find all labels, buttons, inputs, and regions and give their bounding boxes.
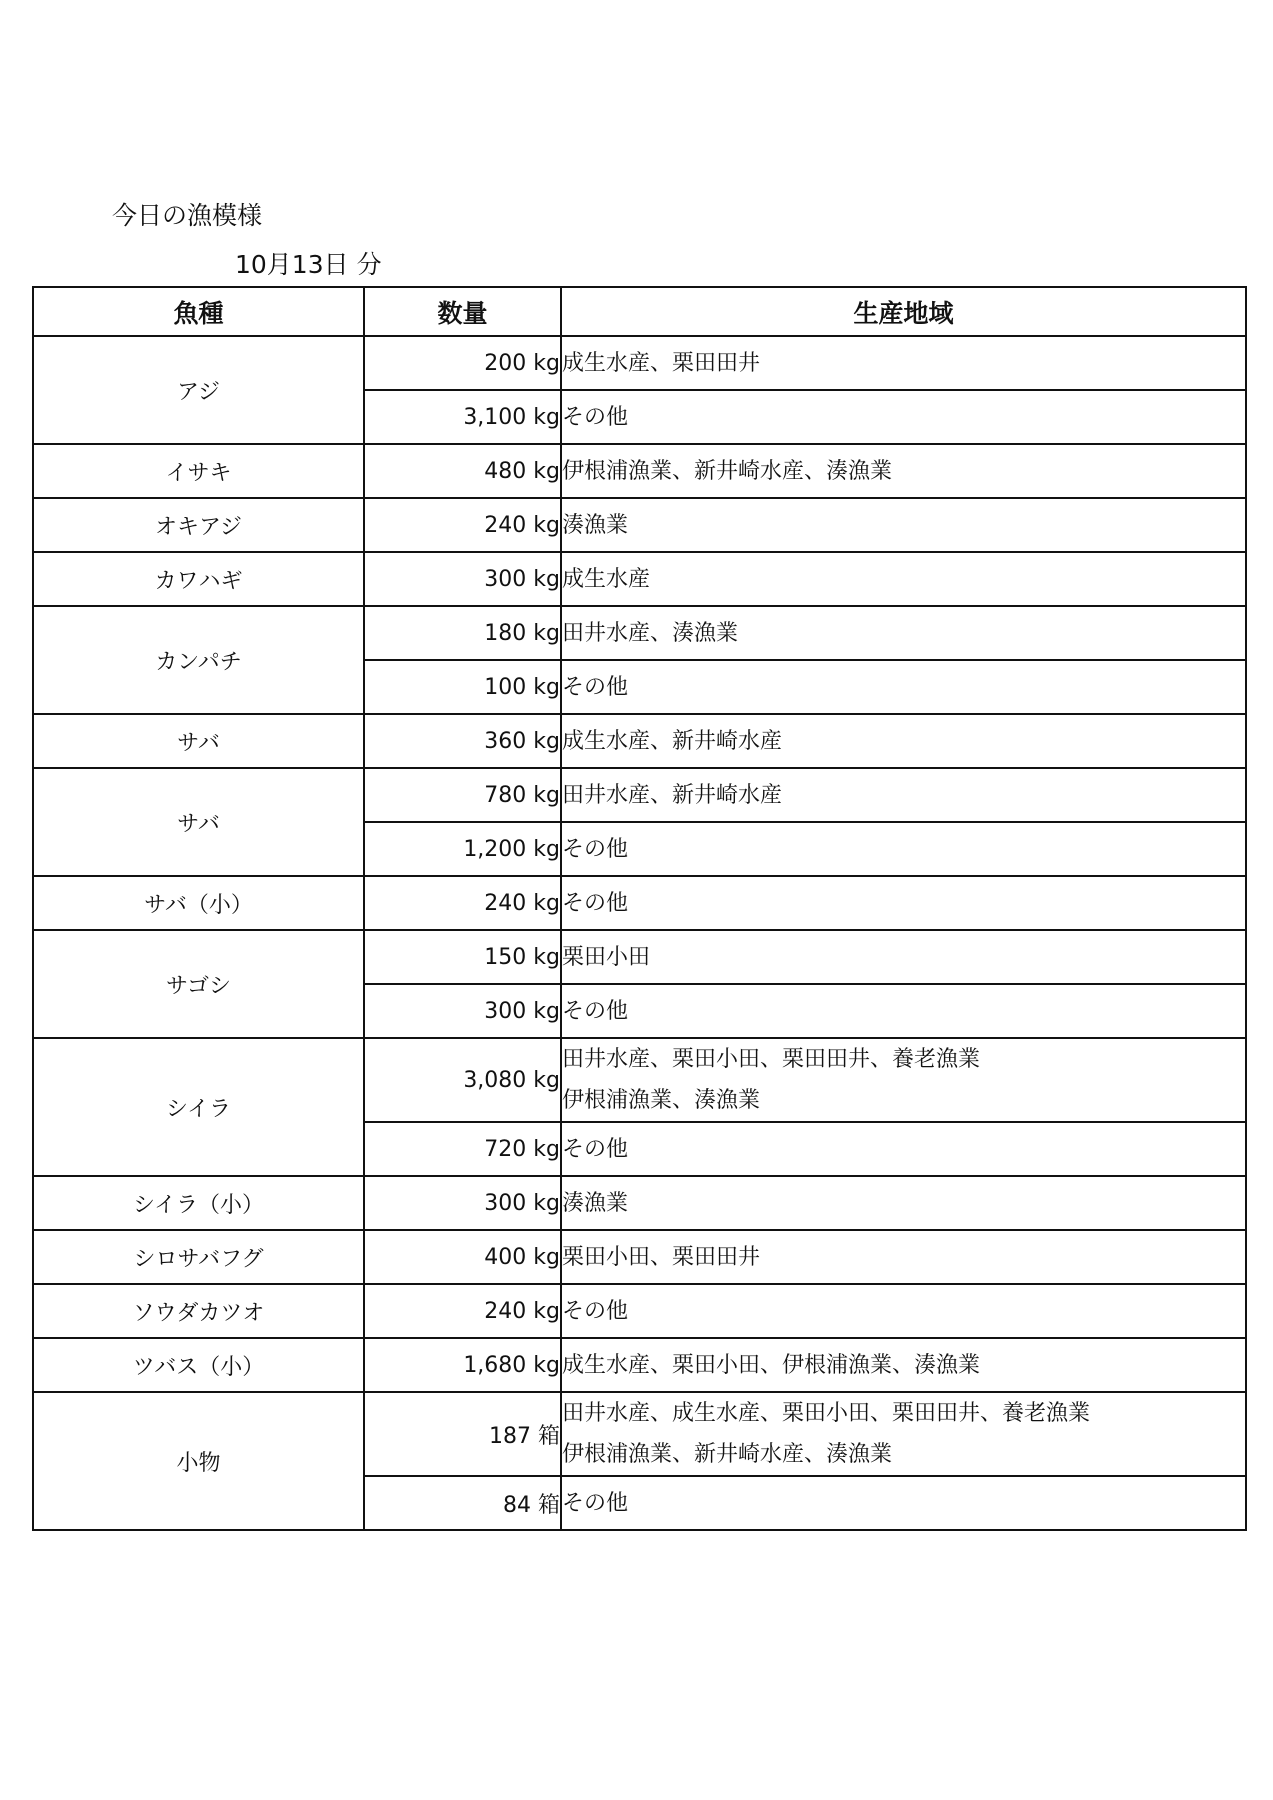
region-cell [561,1176,1246,1230]
region-line: 田井水産、栗田小田、栗田田井、養老漁業 [562,1047,981,1072]
table-body [33,336,1246,1530]
quantity-cell: 240 kg [364,876,561,930]
region-line: 成生水産、栗田田井 [562,350,761,376]
species-cell: サバ [33,714,364,768]
region-line: 伊根浦漁業、新井崎水産、湊漁業 [562,458,893,484]
report-date: 10月13日 分 [235,250,382,279]
quantity-cell: 3,080 kg [364,1038,561,1122]
quantity-cell: 300 kg [364,984,561,1038]
table-row [33,552,1246,606]
region-line: その他 [562,1136,629,1162]
region-cell [561,336,1246,390]
region-cell [561,1038,1246,1122]
header-quantity: 数量 [364,287,561,336]
quantity-cell: 780 kg [364,768,561,822]
region-cell [561,1122,1246,1176]
table-row [33,336,1246,390]
quantity-cell: 300 kg [364,552,561,606]
quantity-cell: 200 kg [364,336,561,390]
region-line: その他 [562,1298,629,1324]
region-cell [561,1284,1246,1338]
region-cell [561,444,1246,498]
table-row [33,1230,1246,1284]
table-row [33,768,1246,822]
quantity-cell: 400 kg [364,1230,561,1284]
species-cell: カワハギ [33,552,364,606]
header-region: 生産地域 [561,287,1246,336]
quantity-cell: 480 kg [364,444,561,498]
table-row [33,498,1246,552]
species-cell: 小物 [33,1392,364,1530]
quantity-cell: 720 kg [364,1122,561,1176]
table-header-row [33,287,1246,336]
species-cell: サバ [33,768,364,876]
quantity-cell: 1,200 kg [364,822,561,876]
species-cell: オキアジ [33,498,364,552]
region-line: その他 [562,674,629,700]
species-cell: サゴシ [33,930,364,1038]
region-cell [561,552,1246,606]
region-line: 田井水産、成生水産、栗田小田、栗田田井、養老漁業 [562,1401,1091,1426]
region-line: その他 [562,998,629,1024]
quantity-cell: 240 kg [364,1284,561,1338]
table-row [33,1338,1246,1392]
region-line: その他 [562,404,629,430]
region-line: 伊根浦漁業、湊漁業 [562,1088,761,1113]
quantity-cell: 84 箱 [364,1476,561,1530]
region-line: 湊漁業 [562,1190,629,1216]
quantity-cell: 150 kg [364,930,561,984]
header-species: 魚種 [33,287,364,336]
region-line: 栗田小田 [562,944,651,970]
region-line: 田井水産、新井崎水産 [562,782,783,808]
region-cell [561,390,1246,444]
region-cell [561,606,1246,660]
region-cell [561,498,1246,552]
page-title: 今日の漁模様 [112,201,263,230]
region-cell [561,930,1246,984]
species-cell: シイラ [33,1038,364,1176]
table-row [33,1176,1246,1230]
table-row [33,444,1246,498]
table-row [33,606,1246,660]
region-line: 湊漁業 [562,512,629,538]
region-line: その他 [562,836,629,862]
table-row [33,876,1246,930]
species-cell: カンパチ [33,606,364,714]
quantity-cell: 1,680 kg [364,1338,561,1392]
region-line: 栗田小田、栗田田井 [562,1244,761,1270]
species-cell: アジ [33,336,364,444]
region-cell [561,660,1246,714]
region-cell [561,714,1246,768]
species-cell: イサキ [33,444,364,498]
region-cell [561,984,1246,1038]
region-cell [561,1338,1246,1392]
table-row [33,1392,1246,1476]
region-line: 成生水産 [562,566,651,592]
region-cell [561,1392,1246,1476]
catch-table [32,286,1247,1531]
species-cell: シイラ（小） [33,1176,364,1230]
region-cell [561,876,1246,930]
region-line: その他 [562,1490,629,1516]
region-cell [561,1230,1246,1284]
species-cell: シロサバフグ [33,1230,364,1284]
region-cell [561,768,1246,822]
quantity-cell: 240 kg [364,498,561,552]
species-cell: ツバス（小） [33,1338,364,1392]
region-cell [561,1476,1246,1530]
table-row [33,1284,1246,1338]
quantity-cell: 360 kg [364,714,561,768]
table-row [33,714,1246,768]
table-row [33,930,1246,984]
region-cell [561,822,1246,876]
quantity-cell: 187 箱 [364,1392,561,1476]
species-cell: ソウダカツオ [33,1284,364,1338]
region-line: 伊根浦漁業、新井崎水産、湊漁業 [562,1442,893,1467]
quantity-cell: 3,100 kg [364,390,561,444]
region-line: 成生水産、新井崎水産 [562,728,783,754]
table-row [33,1038,1246,1122]
species-cell: サバ（小） [33,876,364,930]
region-line: その他 [562,890,629,916]
quantity-cell: 180 kg [364,606,561,660]
region-line: 田井水産、湊漁業 [562,620,739,646]
quantity-cell: 100 kg [364,660,561,714]
quantity-cell: 300 kg [364,1176,561,1230]
region-line: 成生水産、栗田小田、伊根浦漁業、湊漁業 [562,1352,981,1378]
